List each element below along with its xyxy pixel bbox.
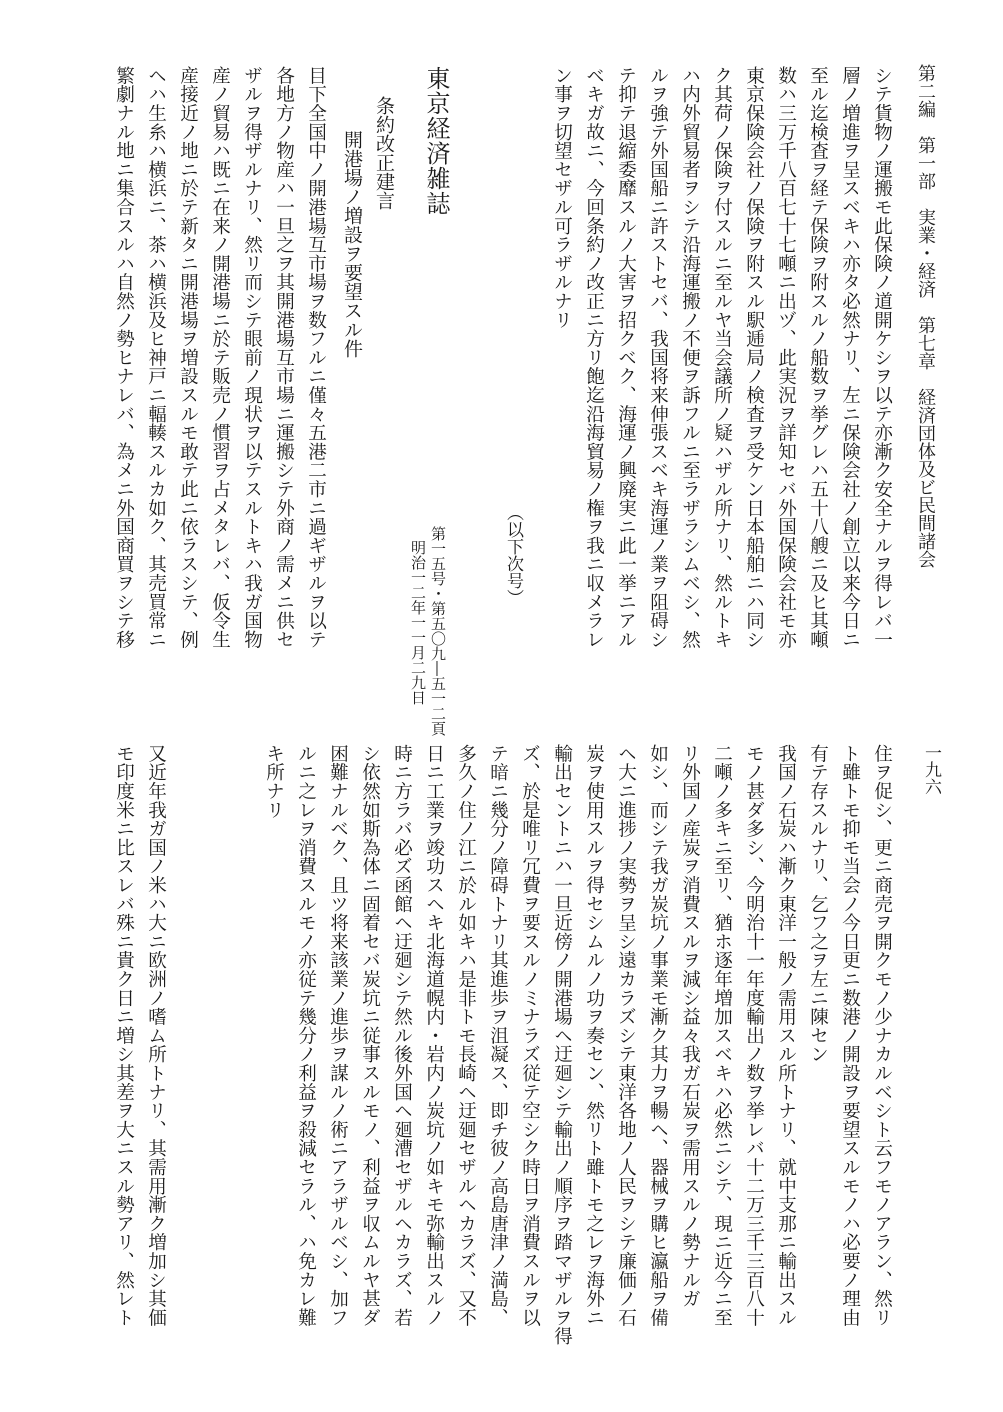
text-line: ト雖トモ抑モ当会ノ今日更ニ数港ノ開設ヲ要望スルモノハ必要ノ理由 xyxy=(839,744,861,1327)
text-line: ズ、於是唯リ冗費ヲ要スルノミナラズ従テ空シク時日ヲ消費スルヲ以 xyxy=(519,744,541,1327)
text-line: 数ハ三万千八百七十七噸ニ出ヅ、此実況ヲ詳知セバ外国保険会社モ亦 xyxy=(775,66,797,649)
text-line: リ外国ノ産炭ヲ消費スルヲ減シ益々我ガ石炭ヲ需用スルノ勢ナルガ xyxy=(679,744,701,1308)
text-line: 多久ノ住ノ江ニ於ル如キハ是非トモ長崎ヘ迂廻セザルヘカラズ、又不 xyxy=(455,744,477,1327)
text-line: シテ貨物ノ運搬モ此保険ノ道開ケシヲ以テ亦漸ク安全ナルヲ得レバ一 xyxy=(871,66,893,649)
text-line: 各地方ノ物産ハ一旦之ヲ其開港場互市場ニ運搬シテ外商ノ需メニ供セ xyxy=(273,66,295,649)
text-line: 至ル迄検査ヲ経テ保険ヲ附スルノ船数ヲ挙グレハ五十八艘ニ及ヒ其噸 xyxy=(807,66,829,649)
text-line: 輸出セントニハ一旦近傍ノ開港場ヘ迂廻シテ輸出ノ順序ヲ踏マザルヲ得 xyxy=(551,744,573,1346)
text-line: ルニ之レヲ消費スルモノ亦従テ幾分ノ利益ヲ殺減セラル、ハ免カレ難 xyxy=(295,744,317,1327)
page-number: 一九六 xyxy=(921,744,941,795)
text-line: 有テ存スルナリ、乞フ之ヲ左ニ陳セン xyxy=(807,744,829,1064)
text-line: 東京保険会社ノ保険ヲ附スル駅逓局ノ検査ヲ受ケン日本船舶ニハ同シ xyxy=(743,66,765,649)
text-line: 日ニ工業ヲ竣功スヘキ北海道幌内・岩内ノ炭坑ノ如キモ弥輸出スルノ xyxy=(423,744,445,1327)
text-line: 時ニ方ラバ必ズ函館ヘ迂廻シテ然ル後外国ヘ廻漕セザルヘカラズ、若 xyxy=(391,744,413,1327)
text-line: ハ内外貿易者ヲシテ沿海運搬ノ不便ヲ訴フルニ至ラザラシムベシ、然 xyxy=(679,66,701,649)
text-line: 炭ヲ使用スルヲ得セシムルノ功ヲ奏セン、然リト雖トモ之レヲ海外ニ xyxy=(583,744,605,1327)
text-line: ン事ヲ切望セザル可ラザルナリ xyxy=(551,66,573,330)
text-line: ルヲ強テ外国船ニ許ストセバ、我国将来伸張スベキ海運ノ業ヲ阻碍シ xyxy=(647,66,669,649)
text-line: キ所ナリ xyxy=(263,744,285,820)
text-line: ザルヲ得ザルナリ、然リ而シテ眼前ノ現状ヲ以テスルトキハ我ガ国物 xyxy=(241,66,263,649)
text-line: 産接近ノ地ニ於テ新タニ開港場ヲ増設スルモ敢テ此ニ依ラスシテ、例 xyxy=(177,66,199,649)
text-line: 又近年我ガ国ノ米ハ大ニ欧洲ノ嗜ム所トナリ、其需用漸ク増加シ其価 xyxy=(145,744,167,1327)
text-line: ベキガ故ニ、今回条約ノ改正ニ方リ飽迄沿海貿易ノ権ヲ我ニ収メラレ xyxy=(583,66,605,649)
text-line: 繁劇ナル地ニ集合スルハ自然ノ勢ヒナレバ、為メニ外国商買ヲシテ移 xyxy=(113,66,135,649)
text-line: 層ノ増進ヲ呈スベキハ亦タ必然ナリ、左ニ保険会社ノ創立以来今日ニ xyxy=(839,66,861,649)
running-title: 第二編 第一部 実業・経済 第七章 経済団体及ビ民間諸会 xyxy=(915,64,936,568)
text-line: 二噸ノ多キニ至リ、猶ホ逐年増加スベキハ必然ニシテ、現ニ近今ニ至 xyxy=(711,744,733,1327)
section-title: 開港場ノ増設ヲ要望スル件 xyxy=(341,130,363,358)
source-title: 東京経済雑誌 xyxy=(422,66,450,216)
text-line: ヘハ生糸ハ横浜ニ、茶ハ横浜及ヒ神戸ニ輻輳スルカ如ク、其売買常ニ xyxy=(145,66,167,649)
source-date: 明治一二年一一月二九日 xyxy=(409,540,427,705)
text-line: ヘ大ニ進捗ノ実勢ヲ呈シ遠カラズシテ東洋各地ノ人民ヲシテ廉価ノ石 xyxy=(615,744,637,1327)
document-subtitle: 条約改正建言 xyxy=(373,96,395,210)
text-line: モノ甚ダ多シ、今明治十一年度輸出ノ数ヲ挙レバ十二万三千三百八十 xyxy=(743,744,765,1327)
text-line: 産ノ貿易ハ既ニ在来ノ開港場ニ於テ販売ノ慣習ヲ占メタレバ、仮令生 xyxy=(209,66,231,649)
text-line: 困難ナルベク、且ツ将来該業ノ進歩ヲ謀ルノ術ニアラザルベシ、加フ xyxy=(327,744,349,1327)
text-line: テ暗ニ幾分ノ障碍トナリ其進歩ヲ沮凝ス、即チ彼ノ高島唐津ノ満島、 xyxy=(487,744,509,1327)
text-line: 如シ、而シテ我ガ炭坑ノ事業モ漸ク其力ヲ暢ヘ、器械ヲ購ヒ瀛船ヲ備 xyxy=(647,744,669,1327)
text-line: モ印度米ニ比スレバ殊ニ貴ク日ニ増シ其差ヲ大ニスル勢アリ、然レト xyxy=(113,744,135,1327)
text-line: シ依然如斯為体ニ固着セバ炭坑ニ従事スルモノ、利益ヲ収ムルヤ甚ダ xyxy=(359,744,381,1327)
text-line: 住ヲ促シ、更ニ商売ヲ開クモノ少ナカルベシト云フモノアラン、然リ xyxy=(871,744,893,1327)
text-line: テ抑テ退縮委靡スルノ大害ヲ招クベク、海運ノ興廃実ニ此一挙ニアル xyxy=(615,66,637,649)
text-line: 目下全国中ノ開港場互市場ヲ数フルニ僅々五港二市ニ過ギザルヲ以テ xyxy=(305,66,327,649)
source-citation: 第一五号・第五〇九―五一二頁 xyxy=(429,526,447,736)
text-line: 我国ノ石炭ハ漸ク東洋一般ノ需用スル所トナリ、就中支那ニ輸出スル xyxy=(775,744,797,1327)
see-next-note: （以下次号） xyxy=(503,504,523,606)
text-line: ク其荷ノ保険ヲ付スルニ至ルヤ当会議所ノ疑ハザル所ナリ、然ルトキ xyxy=(711,66,733,649)
